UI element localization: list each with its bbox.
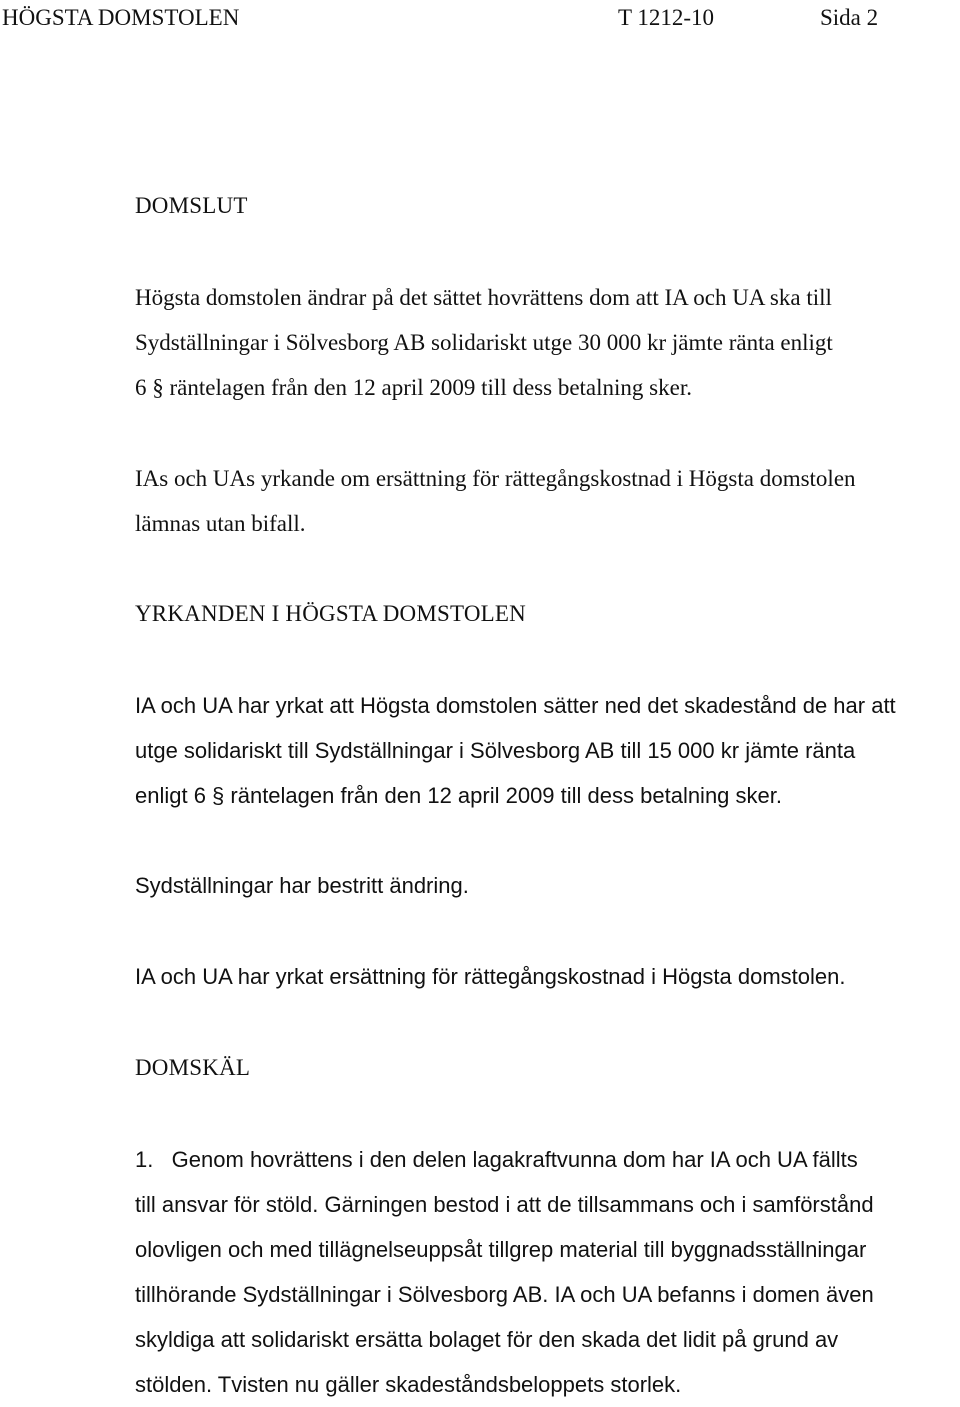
text-line: utge solidariskt till Sydställningar i Sölvesborg AB till 15 000 kr jämte ränta — [135, 738, 856, 763]
heading-domslut: DOMSLUT — [135, 193, 248, 218]
text-line: IA och UA har yrkat att Högsta domstolen sätter ned det skadestånd de har att — [135, 693, 896, 718]
yrkanden-paragraph-3 — [135, 954, 957, 999]
text-line: IA och UA har yrkat ersättning för rättegångskostnad i Högsta domstolen. — [135, 964, 846, 989]
text-line: 1. Genom hovrättens i den delen lagakraftvunna dom har IA och UA fällts — [135, 1147, 858, 1172]
court-name: HÖGSTA DOMSTOLEN — [2, 5, 240, 30]
yrkanden-paragraph-2 — [135, 863, 957, 908]
text-line: IAs och UAs yrkande om ersättning för rättegångskostnad i Högsta domstolen — [135, 466, 856, 491]
text-line: enligt 6 § räntelagen från den 12 april 2009 till dess betalning sker. — [135, 783, 782, 808]
page-number: Sida 2 — [820, 5, 879, 30]
text-line: tillhörande Sydställningar i Sölvesborg AB. IA och UA befanns i domen även — [135, 1282, 874, 1307]
case-number: T 1212-10 — [618, 5, 715, 30]
yrkanden-paragraph-1 — [135, 683, 957, 818]
domslut-paragraph-2 — [135, 456, 957, 546]
text-line: stölden. Tvisten nu gäller skadeståndsbeloppets storlek. — [135, 1372, 682, 1397]
text-line: skyldiga att solidariskt ersätta bolaget för den skada det lidit på grund av — [135, 1327, 839, 1352]
domslut-paragraph-1 — [135, 275, 957, 410]
text-line: Sydställningar har bestritt ändring. — [135, 873, 469, 898]
text-line: Högsta domstolen ändrar på det sättet hovrättens dom att IA och UA ska till — [135, 285, 832, 310]
text-line: lämnas utan bifall. — [135, 511, 306, 536]
text-line: Sydställningar i Sölvesborg AB solidariskt utge 30 000 kr jämte ränta enligt — [135, 330, 833, 355]
domskal-paragraph-1 — [135, 1137, 957, 1407]
text-line: 6 § räntelagen från den 12 april 2009 till dess betalning sker. — [135, 375, 692, 400]
heading-domskal: DOMSKÄL — [135, 1055, 251, 1080]
text-line: olovligen och med tillägnelseuppsåt tillgrep material till byggnadsställningar — [135, 1237, 867, 1262]
heading-yrkanden: YRKANDEN I HÖGSTA DOMSTOLEN — [135, 601, 526, 626]
page-header — [0, 3, 960, 33]
text-line: till ansvar för stöld. Gärningen bestod i att de tillsammans och i samförstånd — [135, 1192, 874, 1217]
